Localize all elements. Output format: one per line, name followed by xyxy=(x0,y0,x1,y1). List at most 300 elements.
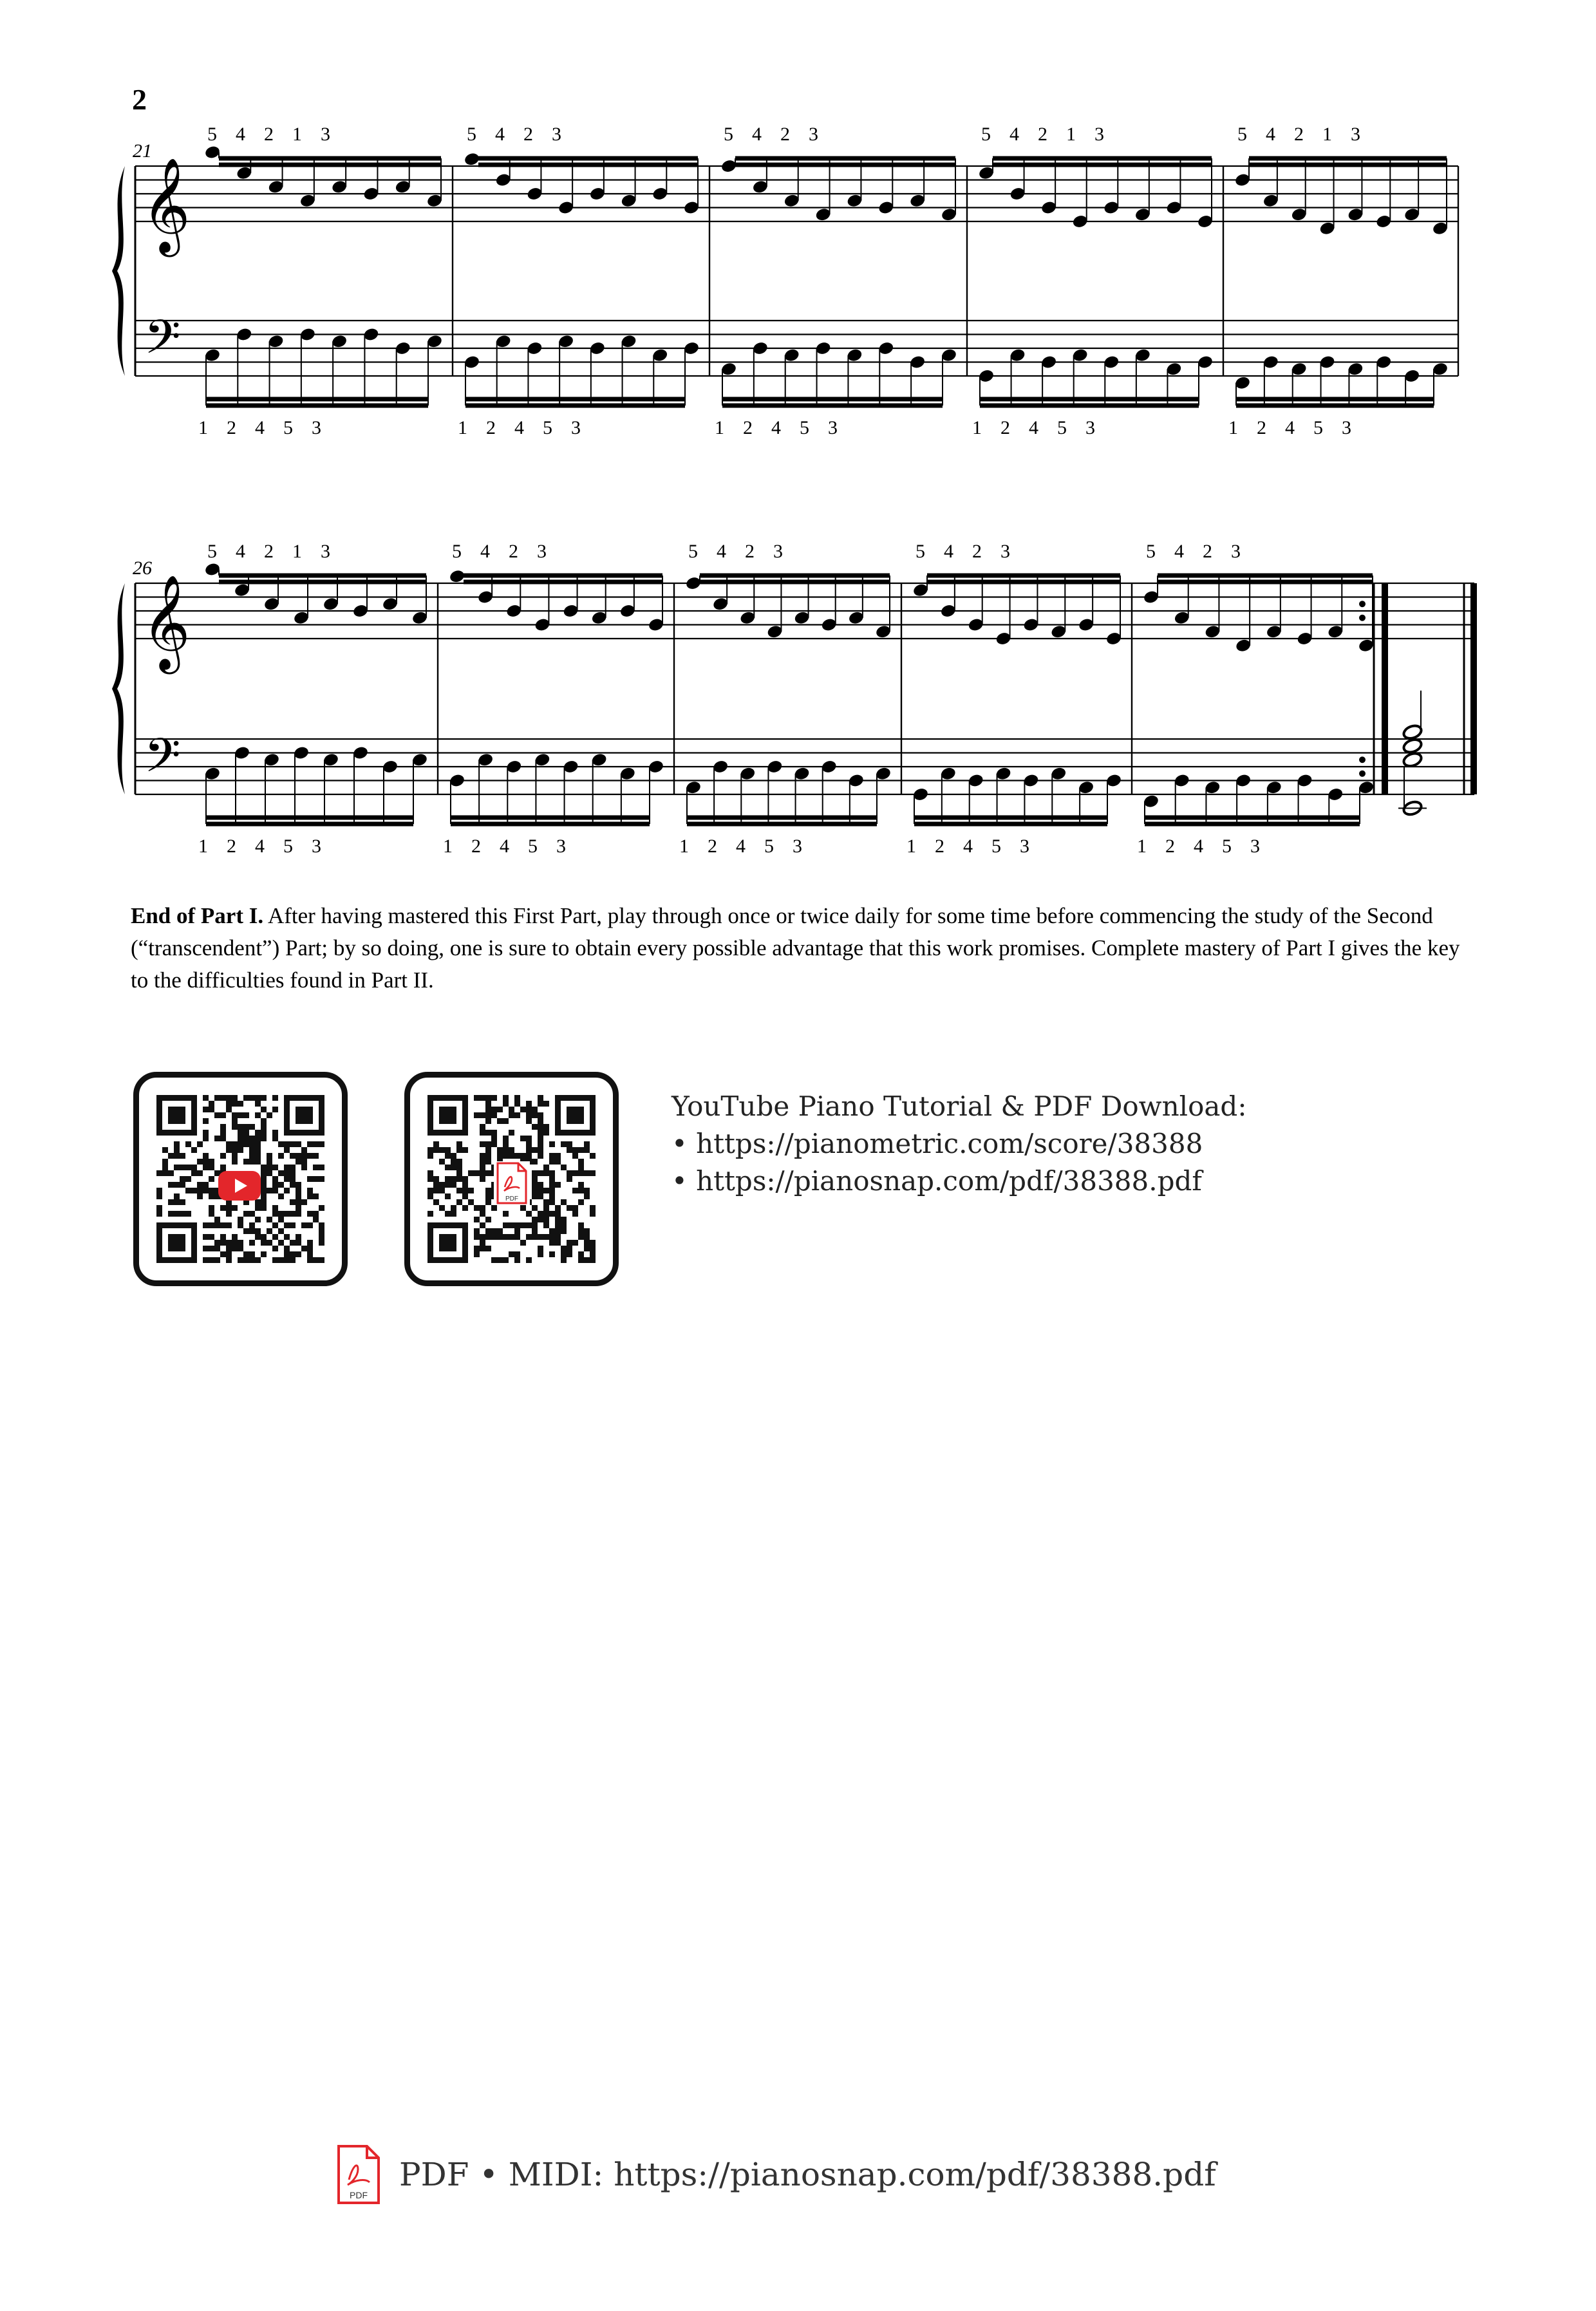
qr-module xyxy=(249,1124,255,1130)
qr-module xyxy=(238,1124,243,1130)
rh-fingering: 5 xyxy=(1146,541,1156,562)
qr-module xyxy=(284,1211,290,1217)
qr-module xyxy=(509,1153,514,1159)
qr-module xyxy=(290,1240,296,1246)
lh-fingering: 4 xyxy=(771,417,781,438)
qr-module xyxy=(485,1095,491,1101)
qr-module xyxy=(543,1124,549,1130)
qr-module xyxy=(255,1234,261,1240)
qr-module xyxy=(480,1095,485,1101)
qr-module xyxy=(561,1228,567,1234)
pdf-icon xyxy=(494,1161,530,1205)
qr-module xyxy=(526,1107,532,1112)
final-barline xyxy=(1470,583,1477,794)
qr-module xyxy=(226,1240,232,1246)
qr-module xyxy=(272,1257,278,1263)
qr-module xyxy=(468,1199,474,1205)
qr-module xyxy=(255,1141,261,1147)
lh-fingering: 3 xyxy=(828,417,838,438)
qr-module xyxy=(226,1141,232,1147)
qr-module xyxy=(578,1222,584,1228)
qr-module xyxy=(555,1159,561,1165)
qr-module xyxy=(480,1112,485,1118)
qr-module xyxy=(209,1211,214,1217)
qr-finder-center xyxy=(296,1107,313,1124)
qr-module xyxy=(543,1199,549,1205)
qr-module xyxy=(249,1153,255,1159)
qr-module xyxy=(445,1153,451,1159)
qr-module xyxy=(514,1251,520,1257)
qr-module xyxy=(433,1147,439,1153)
qr-module xyxy=(185,1176,191,1182)
lh-fingering: 4 xyxy=(1029,417,1038,438)
qr-module xyxy=(209,1205,214,1211)
qr-module xyxy=(433,1199,439,1205)
lh-fingering: 4 xyxy=(736,836,746,857)
qr-module xyxy=(439,1147,445,1153)
qr-module xyxy=(549,1193,555,1199)
qr-module xyxy=(272,1205,278,1211)
links-block xyxy=(671,1088,1246,1200)
qr-module xyxy=(168,1170,174,1176)
qr-module xyxy=(503,1222,509,1228)
qr-module xyxy=(480,1240,485,1246)
qr-module xyxy=(474,1234,480,1240)
lh-fingering: 4 xyxy=(255,417,265,438)
qr-module xyxy=(549,1234,555,1240)
qr-module xyxy=(220,1222,226,1228)
qr-module xyxy=(474,1095,480,1101)
qr-module xyxy=(301,1159,307,1165)
link-pianosnap[interactable]: • https://pianosnap.com/pdf/38388.pdf xyxy=(671,1165,1202,1197)
qr-module xyxy=(214,1240,220,1246)
rh-fingering: 2 xyxy=(264,541,274,562)
qr-module xyxy=(162,1165,168,1170)
qr-module xyxy=(209,1234,214,1240)
qr-module xyxy=(445,1211,451,1217)
rh-fingering: 2 xyxy=(1038,124,1047,145)
qr-module xyxy=(261,1205,267,1211)
qr-module xyxy=(197,1188,203,1193)
qr-module xyxy=(209,1222,214,1228)
qr-module xyxy=(267,1228,272,1234)
lh-fingering: 1 xyxy=(458,417,467,438)
qr-module xyxy=(214,1246,220,1251)
qr-module xyxy=(261,1136,267,1141)
qr-module xyxy=(555,1153,561,1159)
qr-module xyxy=(485,1234,491,1240)
qr-module xyxy=(249,1222,255,1228)
qr-module xyxy=(485,1118,491,1124)
lh-fingering: 3 xyxy=(1250,836,1260,857)
qr-module xyxy=(485,1170,491,1176)
sheet-music-score xyxy=(0,0,1596,863)
qr-module xyxy=(509,1130,514,1136)
qr-module xyxy=(232,1240,238,1246)
qr-module xyxy=(203,1234,209,1240)
qr-module xyxy=(261,1188,267,1193)
qr-module xyxy=(232,1112,238,1118)
qr-module xyxy=(578,1159,584,1165)
qr-module xyxy=(572,1211,578,1217)
qr-module xyxy=(485,1130,491,1136)
qr-module xyxy=(572,1205,578,1211)
qr-module xyxy=(456,1176,462,1182)
qr-module xyxy=(462,1193,468,1199)
qr-module xyxy=(584,1188,590,1193)
qr-module xyxy=(284,1188,290,1193)
qr-module xyxy=(561,1165,567,1170)
qr-module xyxy=(451,1176,456,1182)
qr-module xyxy=(232,1246,238,1251)
qr-module xyxy=(168,1211,174,1217)
qr-module xyxy=(296,1193,301,1199)
qr-module xyxy=(538,1141,543,1147)
lh-fingering: 1 xyxy=(443,836,453,857)
lh-fingering: 4 xyxy=(514,417,524,438)
qr-module xyxy=(538,1095,543,1101)
qr-module xyxy=(203,1095,209,1101)
rh-fingering: 5 xyxy=(452,541,462,562)
qr-module xyxy=(220,1165,226,1170)
qr-module xyxy=(532,1170,538,1176)
qr-module xyxy=(451,1165,456,1170)
qr-module xyxy=(491,1112,497,1118)
qr-module xyxy=(538,1112,543,1118)
qr-module xyxy=(156,1188,162,1193)
qr-module xyxy=(214,1257,220,1263)
qr-module xyxy=(514,1228,520,1234)
qr-module xyxy=(209,1159,214,1165)
qr-module xyxy=(156,1193,162,1199)
qr-module xyxy=(427,1188,433,1193)
qr-module xyxy=(578,1199,584,1205)
lh-fingering: 1 xyxy=(972,417,982,438)
qr-module xyxy=(203,1165,209,1170)
qr-module xyxy=(451,1205,456,1211)
qr-module xyxy=(514,1153,520,1159)
qr-module xyxy=(238,1217,243,1222)
lh-fingering: 4 xyxy=(963,836,973,857)
qr-module xyxy=(296,1199,301,1205)
qr-module xyxy=(290,1153,296,1159)
qr-module xyxy=(590,1240,596,1246)
qr-module xyxy=(296,1240,301,1246)
qr-module xyxy=(284,1246,290,1251)
qr-module xyxy=(462,1205,468,1211)
qr-module xyxy=(307,1176,313,1182)
qr-module xyxy=(197,1159,203,1165)
qr-module xyxy=(209,1257,214,1263)
qr-module xyxy=(509,1234,514,1240)
pdf-qr-code[interactable] xyxy=(404,1072,619,1286)
qr-module xyxy=(474,1170,480,1176)
qr-module xyxy=(232,1118,238,1124)
qr-module xyxy=(549,1159,555,1165)
qr-module xyxy=(509,1147,514,1153)
qr-module xyxy=(532,1124,538,1130)
qr-module xyxy=(485,1193,491,1199)
qr-module xyxy=(567,1170,572,1176)
qr-module xyxy=(243,1159,249,1165)
qr-module xyxy=(272,1165,278,1170)
qr-module xyxy=(491,1141,497,1147)
rh-fingering: 5 xyxy=(207,541,217,562)
lh-fingering: 5 xyxy=(1057,417,1067,438)
qr-finder-center xyxy=(168,1107,185,1124)
qr-finder-center xyxy=(168,1234,185,1251)
rh-fingering: 5 xyxy=(207,124,217,145)
lh-fingering: 5 xyxy=(283,836,293,857)
qr-module xyxy=(238,1136,243,1141)
qr-module xyxy=(267,1217,272,1222)
music-system xyxy=(112,124,1458,438)
qr-module xyxy=(509,1107,514,1112)
qr-module xyxy=(543,1217,549,1222)
qr-module xyxy=(491,1228,497,1234)
qr-module xyxy=(238,1130,243,1136)
qr-module xyxy=(456,1147,462,1153)
youtube-play-icon xyxy=(218,1171,261,1201)
qr-module xyxy=(220,1130,226,1136)
qr-module xyxy=(278,1257,284,1263)
qr-module xyxy=(526,1147,532,1153)
qr-module xyxy=(433,1176,439,1182)
qr-module xyxy=(584,1240,590,1246)
youtube-qr-code[interactable] xyxy=(133,1072,348,1286)
qr-module xyxy=(243,1257,249,1263)
repeat-dot xyxy=(1359,756,1366,763)
qr-module xyxy=(491,1257,497,1263)
qr-module xyxy=(462,1147,468,1153)
qr-module xyxy=(543,1188,549,1193)
qr-module xyxy=(209,1246,214,1251)
qr-module xyxy=(180,1182,185,1188)
rh-fingering: 2 xyxy=(972,541,982,562)
rh-fingering: 4 xyxy=(1174,541,1184,562)
qr-module xyxy=(319,1257,324,1263)
qr-module xyxy=(232,1147,238,1153)
rh-fingering: 2 xyxy=(509,541,518,562)
qr-module xyxy=(538,1118,543,1124)
qr-module xyxy=(526,1211,532,1217)
qr-module xyxy=(520,1136,526,1141)
footer-text[interactable]: PDF • MIDI: https://pianosnap.com/pdf/38388.pdf xyxy=(399,2156,1216,2193)
qr-module xyxy=(549,1141,555,1147)
qr-module xyxy=(278,1240,284,1246)
qr-module xyxy=(485,1228,491,1234)
qr-module xyxy=(462,1182,468,1188)
rh-fingering: 3 xyxy=(1094,124,1104,145)
qr-module xyxy=(578,1228,584,1234)
qr-module xyxy=(174,1153,180,1159)
qr-module xyxy=(480,1222,485,1228)
qr-module xyxy=(549,1211,555,1217)
lh-fingering: 2 xyxy=(935,836,944,857)
qr-module xyxy=(214,1095,220,1101)
page-number: 2 xyxy=(132,83,147,116)
end-of-part-note xyxy=(131,900,1470,996)
qr-module xyxy=(590,1211,596,1217)
qr-module xyxy=(249,1147,255,1153)
qr-module xyxy=(267,1112,272,1118)
qr-module xyxy=(578,1188,584,1193)
qr-module xyxy=(543,1130,549,1136)
qr-module xyxy=(185,1188,191,1193)
qr-module xyxy=(433,1141,439,1147)
qr-module xyxy=(203,1182,209,1188)
qr-module xyxy=(532,1234,538,1240)
qr-module xyxy=(307,1246,313,1251)
rh-fingering: 4 xyxy=(752,124,762,145)
qr-module xyxy=(267,1188,272,1193)
qr-module xyxy=(301,1199,307,1205)
qr-module xyxy=(238,1246,243,1251)
rh-fingering: 1 xyxy=(292,124,302,145)
qr-module xyxy=(480,1141,485,1147)
qr-module xyxy=(278,1211,284,1217)
lh-fingering: 5 xyxy=(283,417,293,438)
bass-clef: 𝄢 xyxy=(144,309,181,376)
qr-module xyxy=(214,1222,220,1228)
qr-module xyxy=(255,1101,261,1107)
rh-fingering: 5 xyxy=(981,124,991,145)
qr-module xyxy=(174,1211,180,1217)
qr-module xyxy=(232,1095,238,1101)
qr-module xyxy=(272,1130,278,1136)
pdf-icon[interactable] xyxy=(335,2144,382,2205)
rh-fingering: 3 xyxy=(1231,541,1241,562)
qr-module xyxy=(267,1240,272,1246)
qr-module xyxy=(168,1182,174,1188)
qr-module xyxy=(549,1228,555,1234)
rh-fingering: 4 xyxy=(236,124,245,145)
qr-module xyxy=(474,1246,480,1251)
qr-module xyxy=(255,1257,261,1263)
lh-fingering: 3 xyxy=(793,836,802,857)
qr-module xyxy=(532,1107,538,1112)
qr-module xyxy=(296,1153,301,1159)
qr-module xyxy=(249,1211,255,1217)
qr-module xyxy=(497,1147,503,1153)
qr-module xyxy=(162,1170,168,1176)
lh-fingering: 3 xyxy=(1020,836,1029,857)
qr-module xyxy=(319,1234,324,1240)
qr-module xyxy=(584,1141,590,1147)
qr-module xyxy=(272,1188,278,1193)
qr-module xyxy=(497,1228,503,1234)
qr-module xyxy=(278,1217,284,1222)
qr-module xyxy=(503,1257,509,1263)
qr-module xyxy=(272,1234,278,1240)
qr-module xyxy=(255,1159,261,1165)
qr-module xyxy=(480,1205,485,1211)
qr-module xyxy=(462,1176,468,1182)
lh-fingering: 4 xyxy=(255,836,265,857)
qr-module xyxy=(180,1176,185,1182)
qr-module xyxy=(238,1147,243,1153)
qr-module xyxy=(485,1147,491,1153)
qr-module xyxy=(538,1130,543,1136)
qr-module xyxy=(296,1188,301,1193)
qr-module xyxy=(567,1141,572,1147)
qr-module xyxy=(156,1205,162,1211)
qr-module xyxy=(538,1188,543,1193)
qr-module xyxy=(290,1222,296,1228)
qr-module xyxy=(503,1141,509,1147)
qr-module xyxy=(549,1240,555,1246)
qr-module xyxy=(284,1251,290,1257)
qr-module xyxy=(451,1153,456,1159)
qr-module xyxy=(433,1188,439,1193)
lh-fingering: 2 xyxy=(1000,417,1010,438)
qr-module xyxy=(555,1234,561,1240)
qr-module xyxy=(203,1246,209,1251)
qr-module xyxy=(290,1251,296,1257)
qr-module xyxy=(503,1101,509,1107)
qr-module xyxy=(214,1217,220,1222)
qr-module xyxy=(185,1211,191,1217)
qr-module xyxy=(174,1147,180,1153)
footer-pdf-icon-label: PDF xyxy=(350,2190,368,2200)
qr-module xyxy=(427,1147,433,1153)
qr-module xyxy=(232,1124,238,1130)
qr-module xyxy=(549,1182,555,1188)
link-pianometric[interactable]: • https://pianometric.com/score/38388 xyxy=(671,1128,1203,1159)
qr-module xyxy=(543,1234,549,1240)
qr-module xyxy=(480,1165,485,1170)
qr-module xyxy=(543,1222,549,1228)
qr-module xyxy=(497,1257,503,1263)
rh-fingering: 5 xyxy=(1237,124,1247,145)
qr-module xyxy=(290,1257,296,1263)
qr-module xyxy=(480,1170,485,1176)
qr-module xyxy=(526,1101,532,1107)
qr-module xyxy=(319,1205,324,1211)
qr-module xyxy=(243,1095,249,1101)
qr-module xyxy=(584,1246,590,1251)
qr-module xyxy=(255,1217,261,1222)
qr-module xyxy=(296,1141,301,1147)
lh-fingering: 1 xyxy=(1137,836,1147,857)
qr-module xyxy=(532,1182,538,1188)
rh-fingering: 2 xyxy=(1203,541,1212,562)
qr-module xyxy=(180,1199,185,1205)
qr-module xyxy=(456,1141,462,1147)
lh-fingering: 1 xyxy=(1228,417,1238,438)
qr-module xyxy=(468,1170,474,1176)
rh-fingering: 2 xyxy=(523,124,533,145)
qr-module xyxy=(220,1205,226,1211)
qr-module xyxy=(578,1257,584,1263)
qr-module xyxy=(209,1107,214,1112)
lh-fingering: 1 xyxy=(679,836,689,857)
qr-module xyxy=(261,1165,267,1170)
qr-finder-center xyxy=(439,1234,456,1251)
qr-module xyxy=(474,1217,480,1222)
qr-module xyxy=(238,1257,243,1263)
qr-module xyxy=(243,1130,249,1136)
lh-fingering: 2 xyxy=(1165,836,1175,857)
qr-module xyxy=(578,1234,584,1240)
qr-module xyxy=(272,1176,278,1182)
qr-module xyxy=(203,1222,209,1228)
qr-module xyxy=(261,1199,267,1205)
qr-module xyxy=(584,1193,590,1199)
qr-module xyxy=(301,1165,307,1170)
qr-module xyxy=(220,1251,226,1257)
qr-module xyxy=(214,1112,220,1118)
